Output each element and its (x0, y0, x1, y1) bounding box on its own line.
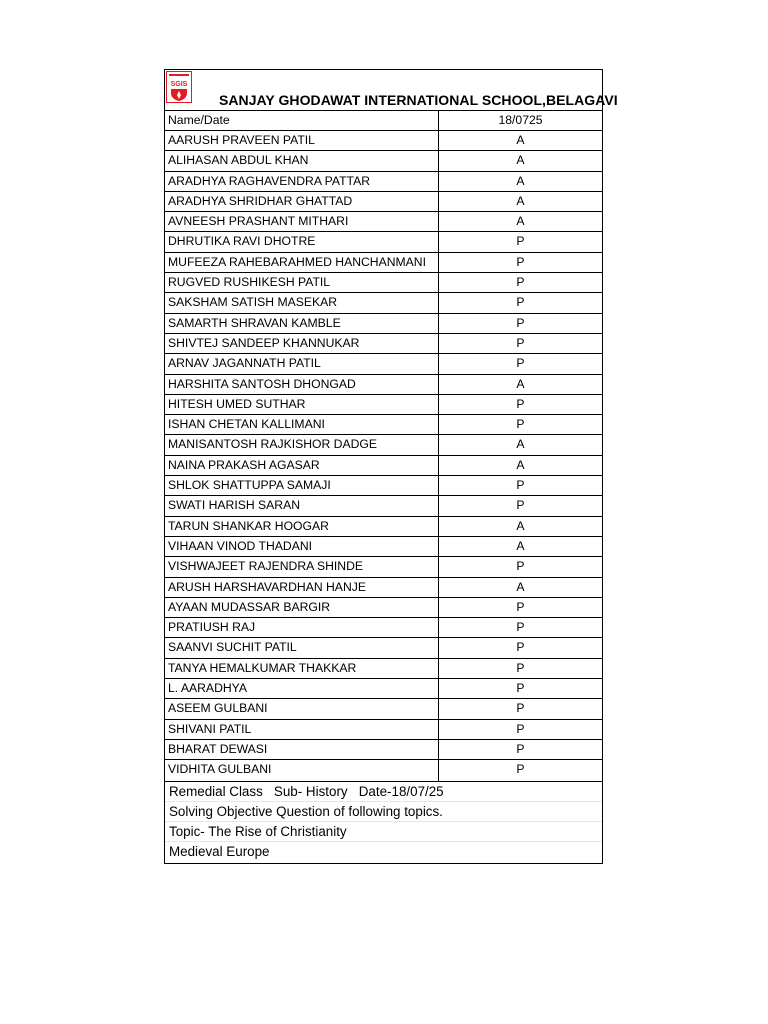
table-row (165, 293, 602, 313)
table-row (165, 172, 602, 192)
student-name: RUGVED RUSHIKESH PATIL (165, 273, 439, 292)
attendance-mark: P (516, 640, 525, 655)
table-row (165, 496, 602, 516)
table-row (165, 659, 602, 679)
table-row (165, 212, 602, 232)
table-row (165, 354, 602, 374)
attendance-mark: P (516, 498, 525, 513)
table-row (165, 618, 602, 638)
student-name: VIDHITA GULBANI (165, 760, 439, 780)
attendance-mark: P (516, 295, 525, 310)
logo-text: SGIS (170, 81, 188, 88)
table-row (165, 253, 602, 273)
table-row (165, 456, 602, 476)
table-row (165, 232, 602, 252)
attendance-mark: P (516, 335, 525, 350)
student-name: PRATIUSH RAJ (165, 618, 439, 637)
attendance-mark: A (516, 214, 525, 229)
header-name: Name/Date (165, 111, 439, 130)
table-row (165, 720, 602, 740)
student-name: DHRUTIKA RAVI DHOTRE (165, 232, 439, 251)
table-row (165, 192, 602, 212)
table-row (165, 760, 602, 780)
attendance-mark: A (516, 376, 525, 391)
table-row (165, 415, 602, 435)
table-row (165, 334, 602, 354)
student-name: SAMARTH SHRAVAN KAMBLE (165, 314, 439, 333)
attendance-mark: P (516, 599, 525, 614)
attendance-mark: P (516, 275, 525, 290)
note-line: Solving Objective Question of following topics. (165, 802, 602, 822)
table-row (165, 151, 602, 171)
student-name: HARSHITA SANTOSH DHONGAD (165, 375, 439, 394)
attendance-mark: A (516, 133, 525, 147)
header-date: 18/0725 (498, 113, 543, 127)
table-row (165, 375, 602, 395)
table-row (165, 557, 602, 577)
student-name: ARNAV JAGANNATH PATIL (165, 354, 439, 373)
student-name: TARUN SHANKAR HOOGAR (165, 517, 439, 536)
student-name: ARUSH HARSHAVARDHAN HANJE (165, 578, 439, 597)
student-name: L. AARADHYA (165, 679, 439, 698)
attendance-mark: A (516, 538, 525, 553)
attendance-mark: P (516, 701, 525, 716)
attendance-mark: P (516, 741, 525, 756)
school-name: SANJAY GHODAWAT INTERNATIONAL SCHOOL,BELAGAVI (219, 92, 618, 108)
table-row (165, 598, 602, 618)
student-name: SHIVTEJ SANDEEP KHANNUKAR (165, 334, 439, 353)
attendance-mark: A (516, 518, 525, 533)
table-row (165, 314, 602, 334)
attendance-mark: P (516, 417, 525, 432)
attendance-mark: P (516, 254, 525, 269)
student-rows (165, 131, 602, 781)
table-row (165, 131, 602, 151)
table-row (165, 435, 602, 455)
class-notes (165, 781, 602, 863)
attendance-mark: P (516, 620, 525, 635)
attendance-mark: A (516, 457, 525, 472)
student-name: HITESH UMED SUTHAR (165, 395, 439, 414)
table-row (165, 273, 602, 293)
table-row (165, 679, 602, 699)
table-row (165, 476, 602, 496)
table-row (165, 740, 602, 760)
student-name: VIHAAN VINOD THADANI (165, 537, 439, 556)
student-name: ARADHYA RAGHAVENDRA PATTAR (165, 172, 439, 191)
note-line: Remedial Class Sub- History Date-18/07/25 (165, 782, 602, 802)
note-line: Topic- The Rise of Christianity (165, 822, 602, 842)
attendance-mark: A (516, 153, 525, 168)
attendance-mark: A (516, 193, 525, 208)
student-name: SAKSHAM SATISH MASEKAR (165, 293, 439, 312)
table-row (165, 537, 602, 557)
attendance-mark: P (516, 234, 525, 249)
table-row (165, 699, 602, 719)
attendance-mark: A (516, 173, 525, 188)
attendance-mark: P (516, 315, 525, 330)
table-row (165, 517, 602, 537)
note-line: Medieval Europe (169, 844, 270, 860)
attendance-mark: P (516, 478, 525, 493)
student-name: SHIVANI PATIL (165, 720, 439, 739)
student-name: MANISANTOSH RAJKISHOR DADGE (165, 435, 439, 454)
student-name: AARUSH PRAVEEN PATIL (165, 131, 439, 150)
attendance-mark: P (516, 356, 525, 371)
attendance-mark: P (516, 660, 525, 675)
attendance-mark: P (516, 681, 525, 696)
student-name: ASEEM GULBANI (165, 699, 439, 718)
table-row (165, 638, 602, 658)
table-header-row (165, 111, 602, 131)
school-logo (166, 71, 192, 103)
student-name: MUFEEZA RAHEBARAHMED HANCHANMANI (165, 253, 439, 272)
student-name: AVNEESH PRASHANT MITHARI (165, 212, 439, 231)
attendance-mark: P (516, 559, 525, 574)
student-name: ARADHYA SHRIDHAR GHATTAD (165, 192, 439, 211)
table-row (165, 578, 602, 598)
attendance-mark: P (516, 721, 525, 736)
student-name: AYAAN MUDASSAR BARGIR (165, 598, 439, 617)
student-name: SHLOK SHATTUPPA SAMAJI (165, 476, 439, 495)
student-name: TANYA HEMALKUMAR THAKKAR (165, 659, 439, 678)
table-row (165, 395, 602, 415)
attendance-mark: P (516, 762, 525, 777)
attendance-sheet (164, 69, 618, 864)
sheet-header (165, 70, 618, 111)
student-name: NAINA PRAKASH AGASAR (165, 456, 439, 475)
student-name: BHARAT DEWASI (165, 740, 439, 759)
student-name: SWATI HARISH SARAN (165, 496, 439, 515)
student-name: ISHAN CHETAN KALLIMANI (165, 415, 439, 434)
attendance-mark: A (516, 437, 525, 452)
student-name: SAANVI SUCHIT PATIL (165, 638, 439, 657)
student-name: VISHWAJEET RAJENDRA SHINDE (165, 557, 439, 576)
student-name: ALIHASAN ABDUL KHAN (165, 151, 439, 170)
attendance-mark: A (516, 579, 525, 594)
attendance-mark: P (516, 396, 525, 411)
